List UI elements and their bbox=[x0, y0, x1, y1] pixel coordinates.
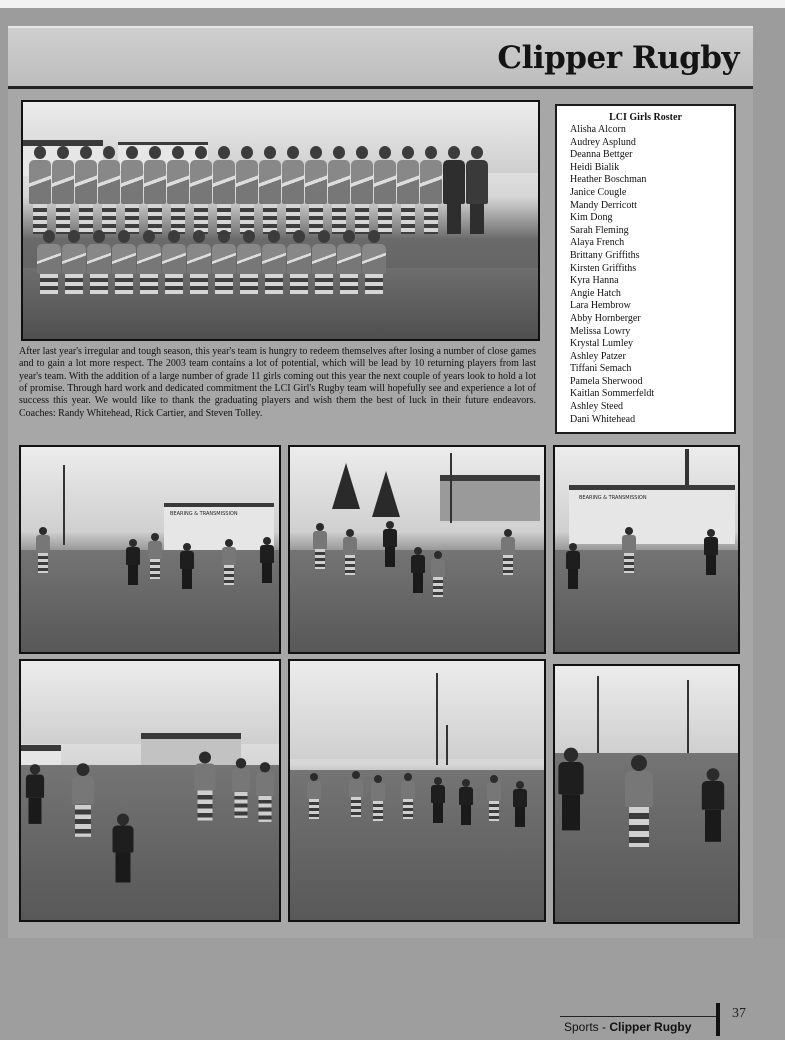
player-figure bbox=[342, 529, 358, 575]
player-figure bbox=[430, 777, 446, 823]
building-sign: BEARING & TRANSMISSION bbox=[579, 495, 647, 501]
action-photo-6 bbox=[553, 664, 740, 924]
player-figure bbox=[255, 762, 276, 822]
footer-separator: - bbox=[602, 1020, 607, 1034]
footer-section-title: Clipper Rugby bbox=[609, 1020, 692, 1034]
player-figure bbox=[221, 539, 237, 585]
roster-box bbox=[555, 104, 736, 434]
player-figure bbox=[70, 763, 96, 837]
roster-heading: LCI Girls Roster bbox=[609, 112, 682, 123]
team-back-row bbox=[29, 146, 488, 234]
player-figure bbox=[382, 521, 398, 567]
team-front-row bbox=[37, 230, 386, 294]
player-figure bbox=[193, 752, 217, 821]
roster-player: Tiffani Semach bbox=[570, 363, 632, 375]
player-figure bbox=[125, 539, 141, 585]
roster-player: Heidi Bialik bbox=[570, 161, 620, 173]
page-top-edge bbox=[0, 0, 785, 8]
player-figure bbox=[700, 768, 726, 842]
title-bar bbox=[8, 28, 753, 89]
roster-player: Abby Hornberger bbox=[570, 312, 641, 324]
footer-section-name: Sports bbox=[564, 1020, 599, 1034]
roster-player: Kyra Hanna bbox=[570, 275, 619, 287]
action-photo-4 bbox=[19, 659, 281, 922]
player-figure bbox=[621, 527, 637, 573]
roster-player: Dani Whitehead bbox=[570, 413, 636, 425]
roster-player: Heather Boschman bbox=[570, 174, 647, 186]
player-figure bbox=[306, 773, 322, 819]
roster-player: Sarah Fleming bbox=[570, 224, 629, 236]
roster-player: Pamela Sherwood bbox=[570, 375, 643, 387]
roster-player: Angie Hatch bbox=[570, 287, 621, 299]
roster-player: Kim Dong bbox=[570, 212, 613, 224]
footer-rule bbox=[716, 1003, 720, 1036]
roster-player: Krystal Lumley bbox=[570, 338, 634, 350]
player-figure bbox=[400, 773, 416, 819]
page-number: 37 bbox=[732, 1006, 746, 1021]
player-figure bbox=[259, 537, 275, 583]
player-figure bbox=[370, 775, 386, 821]
action-photo-5 bbox=[288, 659, 546, 922]
player-figure bbox=[458, 779, 474, 825]
player-figure bbox=[312, 523, 328, 569]
action-photo-1 bbox=[19, 445, 281, 654]
player-figure bbox=[500, 529, 516, 575]
footer-section-label bbox=[564, 1020, 691, 1034]
roster-player: Brittany Griffiths bbox=[570, 249, 640, 261]
player-figure bbox=[512, 781, 528, 827]
roster-player: Deanna Bettger bbox=[570, 149, 633, 161]
player-figure bbox=[703, 529, 719, 575]
roster-player: Kaitlan Sommerfeldt bbox=[570, 388, 655, 400]
story-paragraph: After last year's irregular and tough season, this year's team is hungry to redeem themselves after losing a number of close games and to gain a lot more respect. The 2003 team contains a lot of potential, which will be lead by 10 returning players from last year's team. With the addition of a large number of grade 11 girls coming out this year the next couple of years look to hold a lot of promise. Through hard work and dedicated commitment the LCI Girl's Rugby team will hopefully see and experience a lot of success this year. We would like to thank the graduating players and wish them the best of luck in their future endeavors. Coaches: Randy Whitehead, Rick Cartier, and Steven Tolley. bbox=[19, 346, 536, 419]
player-figure bbox=[623, 755, 655, 847]
player-figure bbox=[430, 551, 446, 597]
roster-player: Mandy Derricott bbox=[570, 199, 637, 211]
player-figure bbox=[565, 543, 581, 589]
player-figure bbox=[35, 527, 51, 573]
player-figure bbox=[111, 814, 135, 883]
player-figure bbox=[348, 771, 364, 817]
roster-player: Janice Cougle bbox=[570, 186, 627, 198]
action-photo-3 bbox=[553, 445, 740, 654]
page-title: Clipper Rugby bbox=[497, 40, 739, 76]
roster-player: Alaya French bbox=[570, 237, 625, 249]
roster-player: Ashley Steed bbox=[570, 401, 624, 413]
building-sign: BEARING & TRANSMISSION bbox=[170, 511, 238, 517]
action-photo-2 bbox=[288, 445, 546, 654]
player-figure bbox=[179, 543, 195, 589]
roster-player: Audrey Asplund bbox=[570, 136, 636, 148]
player-figure bbox=[486, 775, 502, 821]
page-footer bbox=[560, 1016, 720, 1037]
player-figure bbox=[147, 533, 163, 579]
roster-player: Kirsten Griffiths bbox=[570, 262, 637, 274]
team-photo bbox=[21, 100, 540, 341]
player-figure bbox=[410, 547, 426, 593]
roster-player: Alisha Alcorn bbox=[570, 124, 626, 135]
roster-player: Ashley Patzer bbox=[570, 350, 626, 362]
roster-player: Lara Hembrow bbox=[570, 300, 631, 312]
player-figure bbox=[25, 764, 46, 824]
roster-player: Melissa Lowry bbox=[570, 325, 631, 337]
player-figure bbox=[557, 748, 586, 831]
player-figure bbox=[231, 758, 252, 818]
roster-list bbox=[557, 124, 734, 426]
